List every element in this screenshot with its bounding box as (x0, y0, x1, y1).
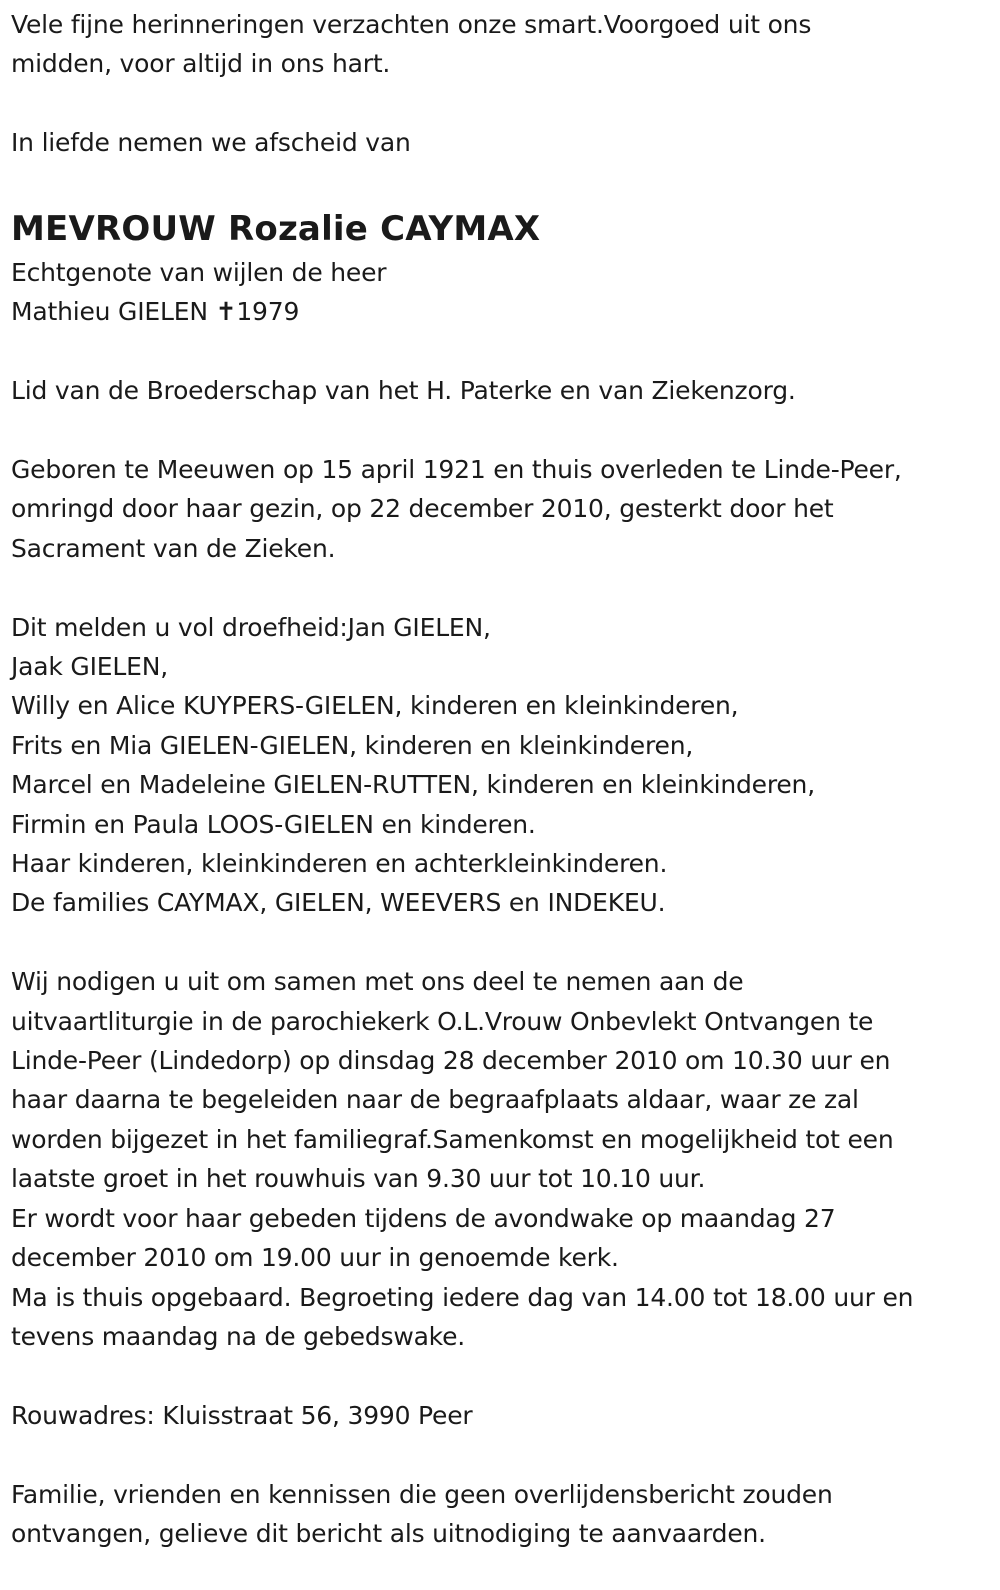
invitation-line: Wij nodigen u uit om samen met ons deel te nemen aan de (11, 967, 744, 997)
spacer (11, 568, 978, 607)
invitation-line: Ma is thuis opgebaard. Begroeting iedere dag van 14.00 tot 18.00 uur en (11, 1282, 914, 1312)
birth-death-paragraph (11, 450, 978, 568)
mourners-line: De families CAYMAX, GIELEN, WEEVERS en INDEKEU. (11, 888, 666, 918)
mourners-paragraph (11, 608, 978, 923)
mourning-address: Rouwadres: Kluisstraat 56, 3990 Peer (11, 1400, 473, 1430)
mourners-line: Firmin en Paula LOOS-GIELEN en kinderen. (11, 809, 536, 839)
invitation-line: tevens maandag na de gebedswake. (11, 1321, 466, 1351)
spacer (11, 332, 978, 371)
membership-line: Lid van de Broederschap van het H. Paterke en van Ziekenzorg. (11, 376, 796, 406)
invitation-line: december 2010 om 19.00 uur in genoemde kerk. (11, 1243, 619, 1273)
spacer (11, 1356, 978, 1395)
spacer (11, 84, 978, 123)
invitation-line: laatste groet in het rouwhuis van 9.30 uur tot 10.10 uur. (11, 1164, 706, 1194)
cross-icon: ✝ (215, 297, 237, 327)
closing-line: ontvangen, gelieve dit bericht als uitnodiging te aanvaarden. (11, 1518, 766, 1548)
spacer (11, 923, 978, 962)
spouse-name-line (11, 292, 978, 331)
spacer (11, 163, 978, 202)
birth-death-line: omringd door haar gezin, op 22 december 2010, gesterkt door het (11, 494, 834, 524)
invitation-line: worden bijgezet in het familiegraf.Samenkomst en mogelijkheid tot een (11, 1124, 894, 1154)
spacer (11, 1435, 978, 1474)
mourners-line: Dit melden u vol droefheid:Jan GIELEN, (11, 612, 491, 642)
farewell-line: In liefde nemen we afscheid van (11, 128, 411, 158)
mourners-line: Haar kinderen, kleinkinderen en achterkleinkinderen. (11, 849, 668, 879)
mourners-line: Marcel en Madeleine GIELEN-RUTTEN, kinderen en kleinkinderen, (11, 770, 815, 800)
deceased-name: MEVROUW Rozalie CAYMAX (11, 209, 541, 249)
closing-paragraph (11, 1475, 978, 1554)
closing-line: Familie, vrienden en kennissen die geen overlijdensbericht zouden (11, 1479, 833, 1509)
spacer (11, 411, 978, 450)
birth-death-line: Geboren te Meeuwen op 15 april 1921 en thuis overleden te Linde-Peer, (11, 455, 902, 484)
mourners-line: Jaak GIELEN, (11, 652, 168, 682)
mourners-line: Frits en Mia GIELEN-GIELEN, kinderen en kleinkinderen, (11, 730, 694, 760)
invitation-paragraph (11, 962, 978, 1356)
invitation-line: uitvaartliturgie in de parochiekerk O.L.Vrouw Onbevlekt Ontvangen te (11, 1006, 874, 1036)
spouse-death-year: 1979 (236, 297, 300, 327)
mourners-line: Willy en Alice KUYPERS-GIELEN, kinderen en kleinkinderen, (11, 691, 739, 721)
birth-death-line: Sacrament van de Zieken. (11, 533, 336, 563)
intro-line: Vele fijne herinneringen verzachten onze smart.Voorgoed uit ons (11, 10, 812, 39)
spouse-line: Echtgenote van wijlen de heer (11, 258, 387, 287)
intro-line: midden, voor altijd in ons hart. (11, 49, 391, 79)
invitation-line: Er wordt voor haar gebeden tijdens de avondwake op maandag 27 (11, 1203, 836, 1233)
intro-paragraph (11, 5, 978, 84)
invitation-line: haar daarna te begeleiden naar de begraafplaats aldaar, waar ze zal (11, 1085, 859, 1115)
spouse-name: Mathieu GIELEN (11, 297, 208, 327)
invitation-line: Linde-Peer (Lindedorp) op dinsdag 28 december 2010 om 10.30 uur en (11, 1046, 891, 1076)
